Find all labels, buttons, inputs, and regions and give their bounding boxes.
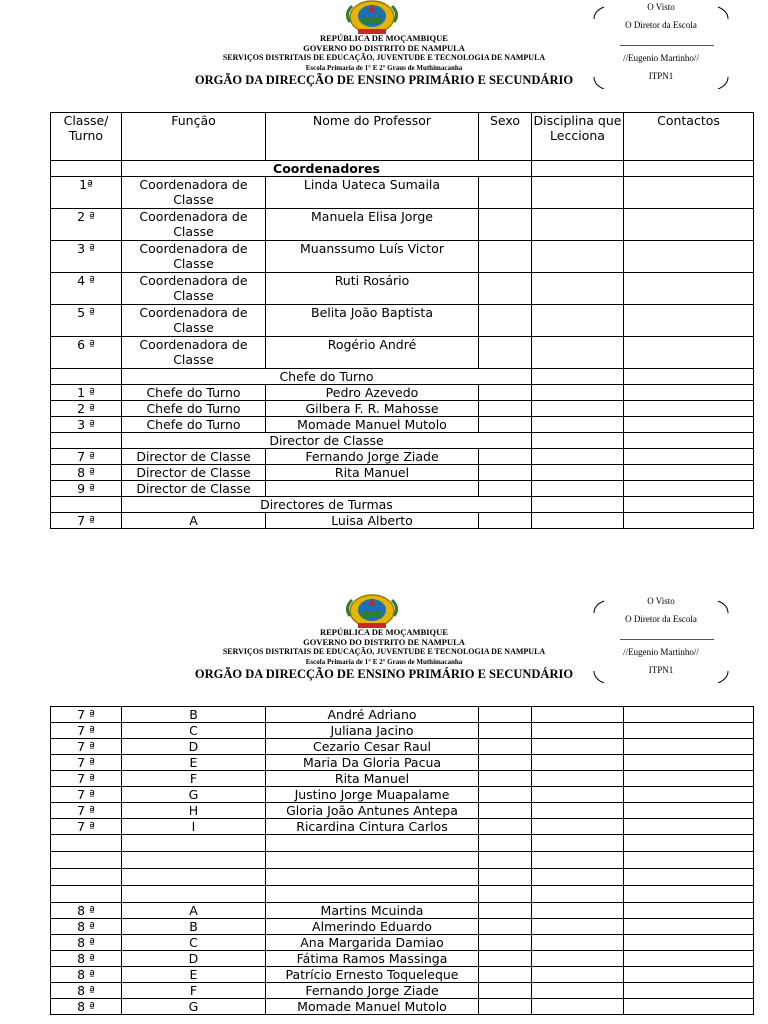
cell-disciplina [532,935,624,951]
cell-sexo [479,177,532,209]
cell-nome [266,481,479,497]
cell-funcao: B [122,919,266,935]
cell-contactos [624,951,754,967]
cell-classe: 3 ª [51,241,122,273]
cell-funcao: F [122,771,266,787]
cell-nome: Ana Margarida Damiao [266,935,479,951]
col-header-classe: Classe/ Turno [51,113,122,161]
header-republic: REPÚBLICA DE MOÇAMBIQUE [320,33,448,43]
cell-funcao: Director de Classe [122,465,266,481]
visto-title: O Visto [647,596,675,606]
empty-cell [266,835,479,852]
cell-classe: 5 ª [51,305,122,337]
cell-sexo [479,385,532,401]
cell-classe: 8 ª [51,903,122,919]
section-row [51,497,754,513]
col-header-disciplina: Disciplina que Lecciona [532,113,624,161]
header-services: SERVIÇOS DISTRITAIS DE EDUCAÇÃO, JUVENTUDE E TECNOLOGIA DE NAMPULA [222,53,546,62]
table-row [51,803,754,819]
empty-cell [266,886,479,903]
cell-classe: 4 ª [51,273,122,305]
empty-cell [122,852,266,869]
empty-cell [479,835,532,852]
table-row [51,935,754,951]
cell-funcao: C [122,723,266,739]
section-turmas: Directores de Turmas [122,497,532,513]
cell-nome: Maria Da Gloria Pacua [266,755,479,771]
cell-contactos [624,337,754,369]
cell-classe: 3 ª [51,417,122,433]
cell-sexo [479,951,532,967]
table-row [51,787,754,803]
header-government: GOVERNO DO DISTRITO DE NAMPULA [303,43,465,53]
cell-contactos [624,967,754,983]
empty-row [51,852,754,869]
cell-classe: 7 ª [51,707,122,723]
visto-box [592,596,730,683]
cell-funcao: Coordenadora de Classe [122,177,266,209]
cell-nome: Ricardina Cintura Carlos [266,819,479,835]
col-header-sexo: Sexo [479,113,532,161]
cell-classe: 8 ª [51,967,122,983]
cell-classe: 7 ª [51,723,122,739]
cell-contactos [624,513,754,529]
cell-sexo [479,241,532,273]
cell-funcao: Coordenadora de Classe [122,305,266,337]
cell-nome: Almerindo Eduardo [266,919,479,935]
cell-contactos [624,755,754,771]
visto-box [592,2,730,89]
cell-classe: 8 ª [51,999,122,1015]
empty-row [51,886,754,903]
table-row [51,385,754,401]
cell-nome: Rogério André [266,337,479,369]
table-row [51,481,754,497]
cell-funcao: E [122,755,266,771]
empty-cell [624,869,754,886]
cell-funcao: H [122,803,266,819]
cell-classe: 7 ª [51,771,122,787]
table-row [51,337,754,369]
cell-contactos [624,819,754,835]
cell-funcao: C [122,935,266,951]
cell-sexo [479,983,532,999]
cell-disciplina [532,951,624,967]
cell-nome: Momade Manuel Mutolo [266,417,479,433]
section-row [51,433,754,449]
cell-funcao: Coordenadora de Classe [122,273,266,305]
cell-contactos [624,177,754,209]
header-government: GOVERNO DO DISTRITO DE NAMPULA [303,637,465,647]
cell-sexo [479,723,532,739]
cell-contactos [624,449,754,465]
table-row [51,449,754,465]
empty-cell [624,886,754,903]
cell-sexo [479,481,532,497]
page-header-2 [0,594,768,694]
cell-sexo [479,787,532,803]
cell-sexo [479,903,532,919]
cell-contactos [624,707,754,723]
cell-funcao: D [122,739,266,755]
cell-funcao: I [122,819,266,835]
cell-contactos [624,417,754,433]
signature-line [620,45,714,46]
table-row [51,919,754,935]
cell-sexo [479,513,532,529]
cell-disciplina [532,465,624,481]
cell-sexo [479,935,532,951]
table-row [51,305,754,337]
cell-contactos [624,241,754,273]
cell-nome: Linda Uateca Sumaila [266,177,479,209]
visto-name: //Eugenio Martinho// [623,647,699,657]
cell-funcao: Coordenadora de Classe [122,209,266,241]
cell-nome: Rita Manuel [266,771,479,787]
staff-table-page-1 [50,112,754,529]
header-organ: ORGÃO DA DIRECÇÃO DE ENSINO PRIMÁRIO E SECUNDÁRIO [194,73,574,87]
cell-nome: Pedro Azevedo [266,385,479,401]
cell-funcao: G [122,787,266,803]
table-header-row [51,113,754,161]
col-header-nome: Nome do Professor [266,113,479,161]
cell-contactos [624,273,754,305]
cell-classe: 9 ª [51,481,122,497]
cell-disciplina [532,273,624,305]
cell-sexo [479,417,532,433]
cell-nome: Rita Manuel [266,465,479,481]
cell-contactos [624,919,754,935]
cell-sexo [479,967,532,983]
cell-classe: 7 ª [51,449,122,465]
header-school: Escola Primaria de 1° E 2° Graus de Muthimacanha [305,658,463,666]
cell-disciplina [532,449,624,465]
cell-nome: Gilbera F. R. Mahosse [266,401,479,417]
cell-disciplina [532,707,624,723]
cell-disciplina [532,337,624,369]
cell-contactos [624,401,754,417]
cell-sexo [479,449,532,465]
cell-contactos [624,771,754,787]
header-republic: REPÚBLICA DE MOÇAMBIQUE [320,627,448,637]
visto-code: ITPN1 [648,665,674,675]
cell-sexo [479,273,532,305]
cell-disciplina [532,903,624,919]
cell-classe: 7 ª [51,819,122,835]
cell-disciplina [532,385,624,401]
cell-nome: Fátima Ramos Massinga [266,951,479,967]
cell-contactos [624,305,754,337]
cell-contactos [624,723,754,739]
section-row [51,161,754,177]
cell-disciplina [532,739,624,755]
cell-classe: 7 ª [51,755,122,771]
table-row [51,983,754,999]
cell-nome: Patrício Ernesto Toqueleque [266,967,479,983]
cell-nome: Muanssumo Luís Victor [266,241,479,273]
empty-cell [532,835,624,852]
table-row [51,465,754,481]
cell-nome: André Adriano [266,707,479,723]
cell-nome: Momade Manuel Mutolo [266,999,479,1015]
table-row [51,401,754,417]
cell-nome: Ruti Rosário [266,273,479,305]
cell-classe: 1ª [51,177,122,209]
cell-classe: 2 ª [51,209,122,241]
cell-funcao: Director de Classe [122,449,266,465]
empty-cell [51,835,122,852]
empty-cell [122,869,266,886]
cell-funcao: Chefe do Turno [122,401,266,417]
cell-contactos [624,903,754,919]
cell-funcao: A [122,903,266,919]
cell-sexo [479,999,532,1015]
cell-classe: 8 ª [51,983,122,999]
cell-classe: 8 ª [51,951,122,967]
cell-nome: Fernando Jorge Ziade [266,449,479,465]
cell-disciplina [532,967,624,983]
visto-role: O Diretor da Escola [625,614,697,624]
cell-funcao: Coordenadora de Classe [122,241,266,273]
section-director: Director de Classe [122,433,532,449]
cell-contactos [624,385,754,401]
cell-nome: Martins Mcuinda [266,903,479,919]
empty-cell [532,852,624,869]
section-chefe: Chefe do Turno [122,369,532,385]
table-row [51,739,754,755]
cell-funcao: B [122,707,266,723]
cell-disciplina [532,999,624,1015]
cell-disciplina [532,401,624,417]
cell-sexo [479,209,532,241]
cell-contactos [624,999,754,1015]
mozambique-emblem-icon [340,0,404,36]
cell-disciplina [532,983,624,999]
visto-name: //Eugenio Martinho// [623,53,699,63]
page-header-1 [0,0,768,100]
empty-cell [266,869,479,886]
cell-classe: 1 ª [51,385,122,401]
cell-funcao: A [122,513,266,529]
cell-contactos [624,209,754,241]
cell-disciplina [532,919,624,935]
empty-cell [479,869,532,886]
cell-disciplina [532,305,624,337]
cell-nome: Gloria João Antunes Antepa [266,803,479,819]
signature-line [620,639,714,640]
table-row [51,209,754,241]
cell-funcao: G [122,999,266,1015]
empty-cell [122,886,266,903]
cell-disciplina [532,723,624,739]
table-row [51,723,754,739]
cell-sexo [479,337,532,369]
table-row [51,819,754,835]
cell-sexo [479,707,532,723]
cell-disciplina [532,177,624,209]
table-row [51,707,754,723]
cell-sexo [479,771,532,787]
empty-cell [532,886,624,903]
cell-funcao: E [122,967,266,983]
cell-nome: Fernando Jorge Ziade [266,983,479,999]
cell-classe: 8 ª [51,935,122,951]
cell-contactos [624,481,754,497]
empty-cell [51,886,122,903]
cell-sexo [479,401,532,417]
table-row [51,999,754,1015]
cell-disciplina [532,787,624,803]
empty-cell [51,869,122,886]
cell-nome: Juliana Jacino [266,723,479,739]
cell-disciplina [532,513,624,529]
empty-cell [266,852,479,869]
cell-nome: Justino Jorge Muapalame [266,787,479,803]
cell-funcao: D [122,951,266,967]
empty-cell [532,869,624,886]
col-header-funcao: Função [122,113,266,161]
cell-funcao: F [122,983,266,999]
cell-classe: 7 ª [51,513,122,529]
cell-sexo [479,803,532,819]
cell-funcao: Director de Classe [122,481,266,497]
table-row [51,513,754,529]
cell-disciplina [532,819,624,835]
cell-sexo [479,755,532,771]
header-organ: ORGÃO DA DIRECÇÃO DE ENSINO PRIMÁRIO E SECUNDÁRIO [194,667,574,681]
cell-contactos [624,465,754,481]
cell-classe: 7 ª [51,803,122,819]
visto-code: ITPN1 [648,71,674,81]
visto-title: O Visto [647,2,675,12]
cell-classe: 8 ª [51,919,122,935]
table-row [51,241,754,273]
empty-cell [479,852,532,869]
table-row [51,273,754,305]
cell-disciplina [532,771,624,787]
cell-nome: Belita João Baptista [266,305,479,337]
cell-disciplina [532,209,624,241]
cell-nome: Luisa Alberto [266,513,479,529]
cell-classe: 8 ª [51,465,122,481]
cell-classe: 6 ª [51,337,122,369]
header-school: Escola Primaria de 1° E 2° Graus de Muthimacanha [305,64,463,72]
visto-role: O Diretor da Escola [625,20,697,30]
cell-nome: Manuela Elisa Jorge [266,209,479,241]
empty-cell [624,835,754,852]
table-row [51,417,754,433]
cell-disciplina [532,803,624,819]
empty-cell [624,852,754,869]
cell-classe: 2 ª [51,401,122,417]
table-row [51,903,754,919]
cell-sexo [479,739,532,755]
cell-funcao: Chefe do Turno [122,385,266,401]
section-row [51,369,754,385]
cell-contactos [624,935,754,951]
table-row [51,177,754,209]
cell-disciplina [532,241,624,273]
mozambique-emblem-icon [340,594,404,630]
empty-cell [51,852,122,869]
cell-funcao: Coordenadora de Classe [122,337,266,369]
staff-table-page-2 [50,706,754,1015]
table-row [51,967,754,983]
cell-sexo [479,819,532,835]
table-row [51,755,754,771]
cell-contactos [624,787,754,803]
cell-classe: 7 ª [51,787,122,803]
empty-row [51,835,754,852]
cell-funcao: Chefe do Turno [122,417,266,433]
empty-row [51,869,754,886]
table-row [51,771,754,787]
cell-nome: Cezario Cesar Raul [266,739,479,755]
cell-disciplina [532,481,624,497]
cell-contactos [624,983,754,999]
table-row [51,951,754,967]
cell-disciplina [532,755,624,771]
cell-disciplina [532,417,624,433]
col-header-contactos: Contactos [624,113,754,161]
cell-sexo [479,465,532,481]
header-services: SERVIÇOS DISTRITAIS DE EDUCAÇÃO, JUVENTUDE E TECNOLOGIA DE NAMPULA [222,647,546,656]
cell-contactos [624,739,754,755]
cell-sexo [479,305,532,337]
cell-contactos [624,803,754,819]
section-coordenadores: Coordenadores [122,161,532,177]
empty-cell [122,835,266,852]
empty-cell [479,886,532,903]
cell-sexo [479,919,532,935]
cell-classe: 7 ª [51,739,122,755]
